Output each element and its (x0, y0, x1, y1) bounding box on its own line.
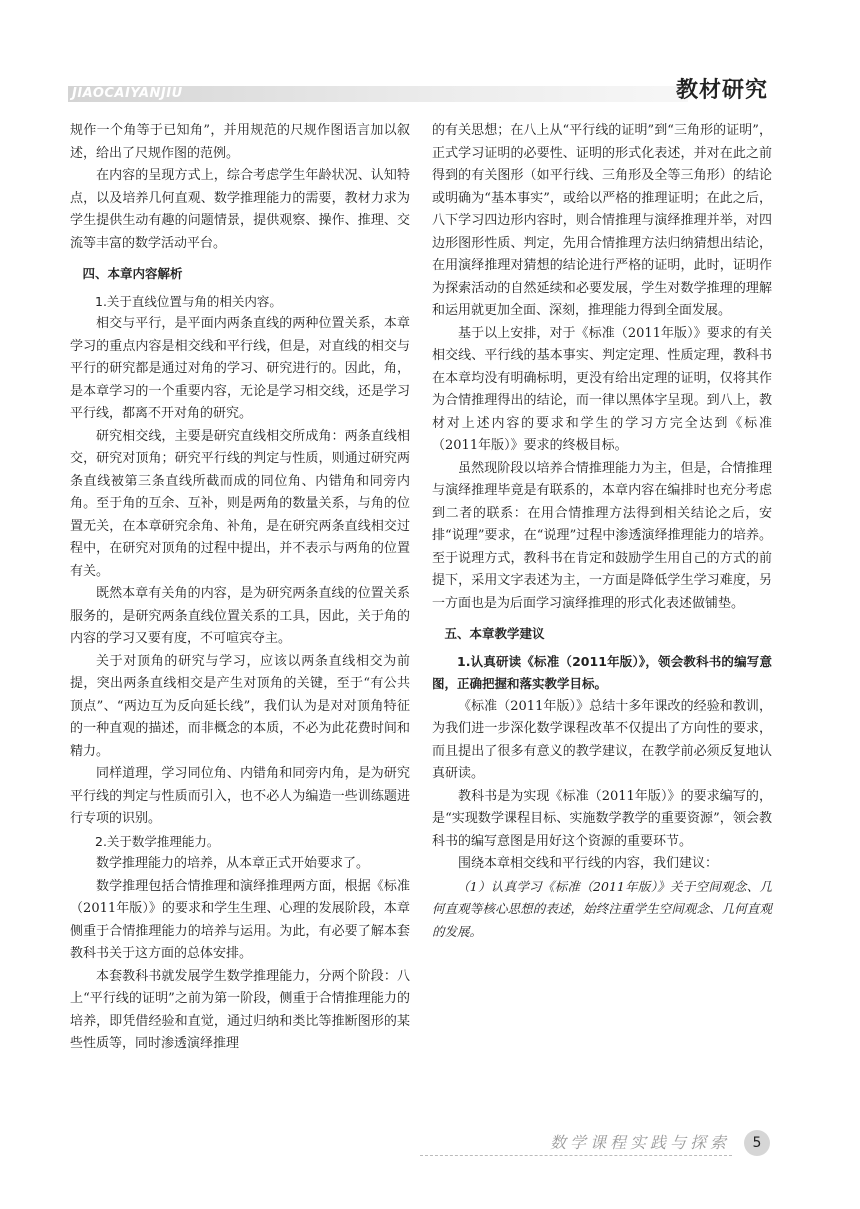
paragraph: 研究相交线，主要是研究直线相交所成角：两条直线相交，研究对顶角；研究平行线的判定与性质，则通过研究两条直线被第三条直线所截而成的同位角、内错角和同旁内角。至于角的互余、互补，则是两角的数量关系，与角的位置无关，在本章研究余角、补角，是在研究两条直线相交过程中，在研究对顶角的过程中提出，并不表示与两角的位置有关。 (70, 428, 410, 579)
paragraph: 相交与平行，是平面内两条直线的两种位置关系，本章学习的重点内容是相交线和平行线，但是，对直线的相交与平行的研究都是通过对角的学习、研究进行的。因此，角，是本章学习的一个重要内容，无论是学习相交线，还是学习平行线，都离不开对角的研究。 (70, 316, 410, 421)
paragraph: 的有关思想；在八上从“平行线的证明”到“三角形的证明”，正式学习证明的必要性、证明的形式化表述，并对在此之前得到的有关图形（如平行线、三角形及全等三角形）的结论或明确为“基本事实”，或给以严格的推理证明；在此之后，八下学习四边形内容时，则合情推理与演绎推理并举，对四边形图形性质、判定，先用合情推理方法归纳猜想出结论，在用演绎推理对猜想的结论进行严格的证明，此时，证明作为探索活动的自然延续和必要发展，学生对数学推理的理解和运用就更加全面、深刻，推理能力得到全面发展。 (432, 123, 772, 318)
section-heading: 四、本章内容解析 (82, 266, 183, 281)
subsection-heading: 1.关于直线位置与角的相关内容。 (95, 293, 282, 309)
paragraph: 围绕本章相交线和平行线的内容，我们建议： (458, 856, 719, 871)
header-section-title: 教材研究 (675, 78, 768, 103)
page-number: 5 (744, 1130, 770, 1156)
paragraph: 基于以上安排，对于《标准（2011年版）》要求的有关相交线、平行线的基本事实、判定定理、性质定理，教科书在本章均没有明确标明，更没有给出定理的证明，仅将其作为合情推理得出的结论，而一律以黑体字呈现。到八上，教材对上述内容的要求和学生的学习方完全达到《标准（2011年版）》要求的终极目标。 (432, 325, 772, 453)
paragraph: 在内容的呈现方式上，综合考虑学生年龄状况、认知特点，以及培养几何直观、数学推理能力的需要，教材力求为学生提供生动有趣的问题情景，提供观察、操作、推理、交流等丰富的数学活动平台。 (70, 168, 410, 251)
footer-journal-title: 数学课程实践与探索 (549, 1133, 730, 1152)
right-column (432, 120, 772, 943)
paragraph: 关于对顶角的研究与学习，应该以两条直线相交为前提，突出两条直线相交是产生对顶角的关键，至于“有公共顶点”、“两边互为反向延长线”，我们认为是对对顶角特征的一种直观的描述，而非概念的本质，不必为此花费时间和精力。 (70, 653, 410, 759)
subsection-heading: 2.关于数学推理能力。 (95, 833, 220, 849)
section-heading: 五、本章教学建议 (444, 626, 545, 641)
paragraph: 本套教科书就发展学生数学推理能力，分两个阶段：八上“平行线的证明”之前为第一阶段，侧重于合情推理能力的培养，即凭借经验和直觉，通过归纳和类比等推断图形的某些性质等，同时渗透演绎推理 (70, 968, 410, 1051)
left-column (70, 120, 410, 1056)
paragraph: 同样道理，学习同位角、内错角和同旁内角，是为研究平行线的判定与性质而引入，也不必人为编造一些训练题进行专项的识别。 (70, 766, 410, 826)
paragraph: 教科书是为实现《标准（2011年版）》的要求编写的，是“实现数学课程目标、实施数学教学的重要资源”，领会教科书的编写意图是用好这个资源的重要环节。 (432, 788, 772, 849)
paragraph: 《标准（2011年版）》总结十多年课改的经验和教训，为我们进一步深化数学课程改革不仅提出了方向性的要求，而且提出了很多有意义的教学建议，在教学前必须反复地认真研读。 (432, 698, 772, 781)
paragraph: 规作一个角等于已知角”，并用规范的尺规作图语言加以叙述，给出了尺规作图的范例。 (70, 123, 410, 161)
paragraph: 既然本章有关角的内容，是为研究两条直线的位置关系服务的，是研究两条直线位置关系的工具，因此，关于角的内容的学习又要有度，不可喧宾夺主。 (70, 586, 410, 646)
paragraph: 1.认真研读《标准（2011年版）》，领会教科书的编写意图，正确把握和落实教学目标。 (432, 653, 772, 691)
paragraph: 数学推理包括合情推理和演绎推理两方面，根据《标准（2011年版）》的要求和学生生理、心理的发展阶段，本章侧重于合情推理能力的培养与运用。为此，有必要了解本套教科书关于这方面的总体安排。 (70, 878, 410, 961)
paragraph: 数学推理能力的培养，从本章正式开始要求了。 (96, 856, 370, 871)
page-header (68, 80, 768, 104)
paragraph: （1）认真学习《标准（2011年版）》关于空间观念、几何直观等核心思想的表述，始终注重学生空间观念、几何直观的发展。 (432, 878, 772, 939)
header-pinyin: JIAOCAIYANJIU (72, 86, 183, 101)
paragraph: 虽然现阶段以培养合情推理能力为主，但是，合情推理与演绎推理毕竟是有联系的，本章内容在编排时也充分考虑到二者的联系：在用合情推理方法得到相关结论之后，安排“说理”要求，在“说理”过程中渗透演绎推理能力的培养。至于说理方式，教科书在肯定和鼓励学生用自己的方式的前提下，采用文字表述为主，一方面是降低学生学习难度，另一方面也是为后面学习演绎推理的形式化表述做铺垫。 (432, 460, 772, 611)
page-footer (420, 1130, 770, 1160)
